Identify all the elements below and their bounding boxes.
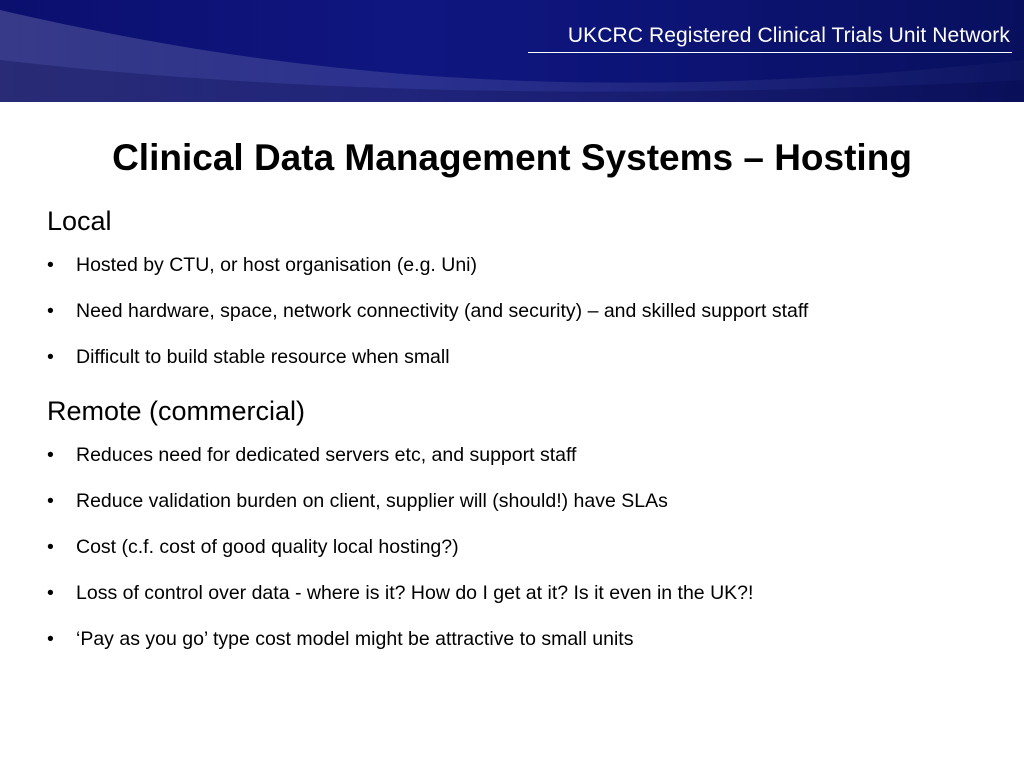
bullet-icon: • [47, 628, 54, 650]
slide-content [47, 204, 1007, 672]
bullet-icon: • [47, 346, 54, 368]
list-item [47, 344, 1007, 370]
list-item [47, 580, 1007, 606]
list-item-text: Difficult to build stable resource when small [76, 346, 450, 368]
list-item-text: Cost (c.f. cost of good quality local hosting?) [76, 536, 459, 558]
list-item-text: Reduces need for dedicated servers etc, and support staff [76, 444, 577, 466]
bullet-icon: • [47, 444, 54, 466]
network-name: UKCRC Registered Clinical Trials Unit Network [567, 24, 1010, 47]
header-swoosh-decoration [0, 0, 1024, 102]
list-item [47, 298, 1007, 324]
list-item [47, 534, 1007, 560]
list-item [47, 442, 1007, 468]
bullet-icon: • [47, 536, 54, 558]
list-item-text: Loss of control over data - where is it? How do I get at it? Is it even in the UK?! [76, 582, 754, 604]
list-item-text: Reduce validation burden on client, supplier will (should!) have SLAs [76, 490, 668, 512]
bullet-list-local [47, 252, 1007, 370]
header-band [0, 0, 1024, 102]
bullet-list-remote [47, 442, 1007, 652]
network-name-underline [528, 52, 1012, 53]
bullet-icon: • [47, 490, 54, 512]
list-item-text: ‘Pay as you go’ type cost model might be attractive to small units [76, 628, 634, 650]
section-heading-local: Local [47, 206, 112, 236]
list-item [47, 252, 1007, 278]
list-item-text: Hosted by CTU, or host organisation (e.g. Uni) [76, 254, 478, 276]
slide-title: Clinical Data Management Systems – Hosting [112, 137, 912, 178]
list-item [47, 488, 1007, 514]
bullet-icon: • [47, 300, 54, 322]
bullet-icon: • [47, 582, 54, 604]
section-heading-remote: Remote (commercial) [47, 396, 306, 426]
bullet-icon: • [47, 254, 54, 276]
list-item-text: Need hardware, space, network connectivity (and security) – and skilled support staff [76, 300, 809, 322]
list-item [47, 626, 1007, 652]
